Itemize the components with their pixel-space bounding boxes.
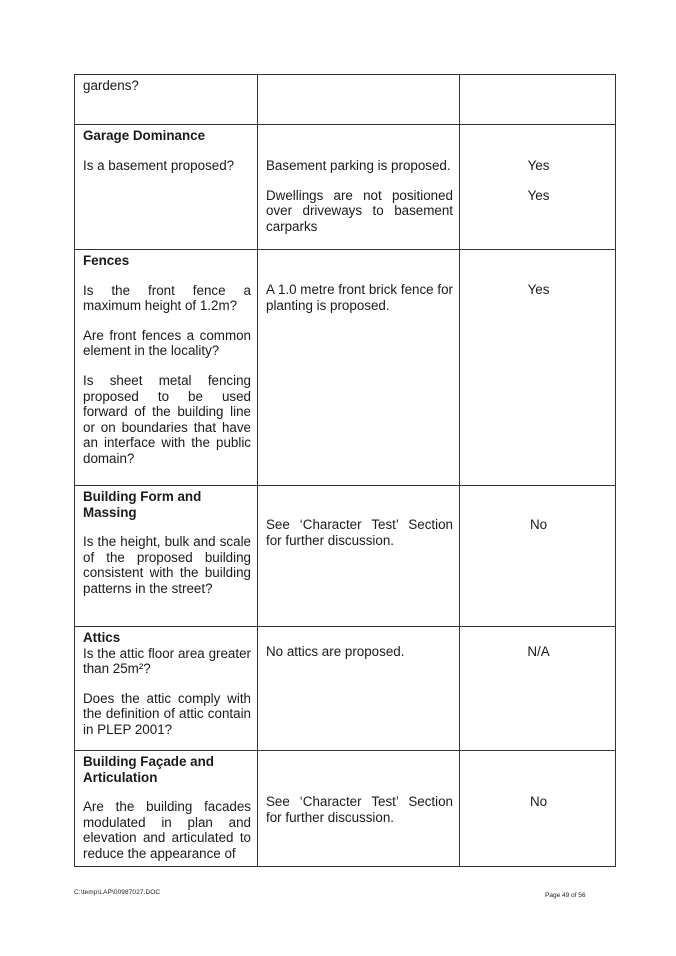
question-text: Is the attic floor area greater than 25m²? [83, 645, 251, 677]
compliance-cell [460, 125, 616, 250]
compliance-cell [460, 486, 616, 627]
compliance-answer: Yes [527, 282, 550, 297]
compliance-cell [460, 75, 616, 125]
question-text: Are the building facades modulated in plan and elevation and articulated to reduce the appearance of [83, 799, 251, 861]
response-cell [258, 486, 460, 627]
compliance-answer: Yes [527, 158, 550, 173]
question-text: Does the attic comply with the definition of attic contain in PLEP 2001? [83, 690, 251, 737]
response-cell [258, 627, 460, 751]
section-heading: Attics [83, 630, 121, 645]
criteria-cell [75, 125, 258, 250]
criteria-cell [75, 75, 258, 125]
compliance-answer: No [529, 517, 548, 532]
footer-page-number: Page 49 of 56 [545, 892, 586, 899]
question-text: Is the front fence a maximum height of 1.2m? [83, 282, 251, 314]
table-row [75, 125, 616, 250]
table-row [75, 627, 616, 751]
section-heading: Building Form and Massing [83, 489, 202, 520]
criteria-cell [75, 250, 258, 486]
compliance-cell [460, 751, 616, 867]
criteria-cell [75, 486, 258, 627]
question-text: gardens? [83, 78, 139, 93]
table-row [75, 486, 616, 627]
table-row [75, 751, 616, 867]
section-heading: Building Façade and Articulation [83, 754, 214, 785]
table-row [75, 250, 616, 486]
question-text: Is a basement proposed? [83, 157, 235, 173]
compliance-cell [460, 250, 616, 486]
compliance-cell [460, 627, 616, 751]
question-text: Are front fences a common element in the locality? [83, 327, 251, 359]
criteria-cell [75, 751, 258, 867]
section-heading: Fences [83, 253, 130, 268]
compliance-answer: N/A [527, 644, 550, 659]
section-heading: Garage Dominance [83, 128, 206, 143]
compliance-answer: No [529, 794, 548, 809]
response-text: Dwellings are not positioned over driveways to basement carparks [266, 187, 453, 234]
response-cell [258, 250, 460, 486]
footer-file-path: C:\temp\LAP\00987027.DOC [74, 889, 161, 896]
question-text: Is sheet metal fencing proposed to be used forward of the building line or on boundaries that have an interface with the public domain? [83, 372, 251, 466]
response-text: No attics are proposed. [266, 644, 405, 659]
criteria-cell [75, 627, 258, 751]
table-row [75, 75, 616, 125]
response-text: See ‘Character Test’ Section for further discussion. [266, 517, 453, 548]
response-cell [258, 125, 460, 250]
response-cell [258, 75, 460, 125]
compliance-answer: Yes [527, 187, 550, 203]
assessment-table [74, 74, 616, 867]
response-cell [258, 751, 460, 867]
question-text: Is the height, bulk and scale of the proposed building consistent with the building patterns in the street? [83, 534, 251, 596]
response-text: A 1.0 metre front brick fence for planting is proposed. [266, 282, 453, 313]
response-text: See ‘Character Test’ Section for further discussion. [266, 794, 453, 825]
response-text: Basement parking is proposed. [266, 158, 451, 173]
